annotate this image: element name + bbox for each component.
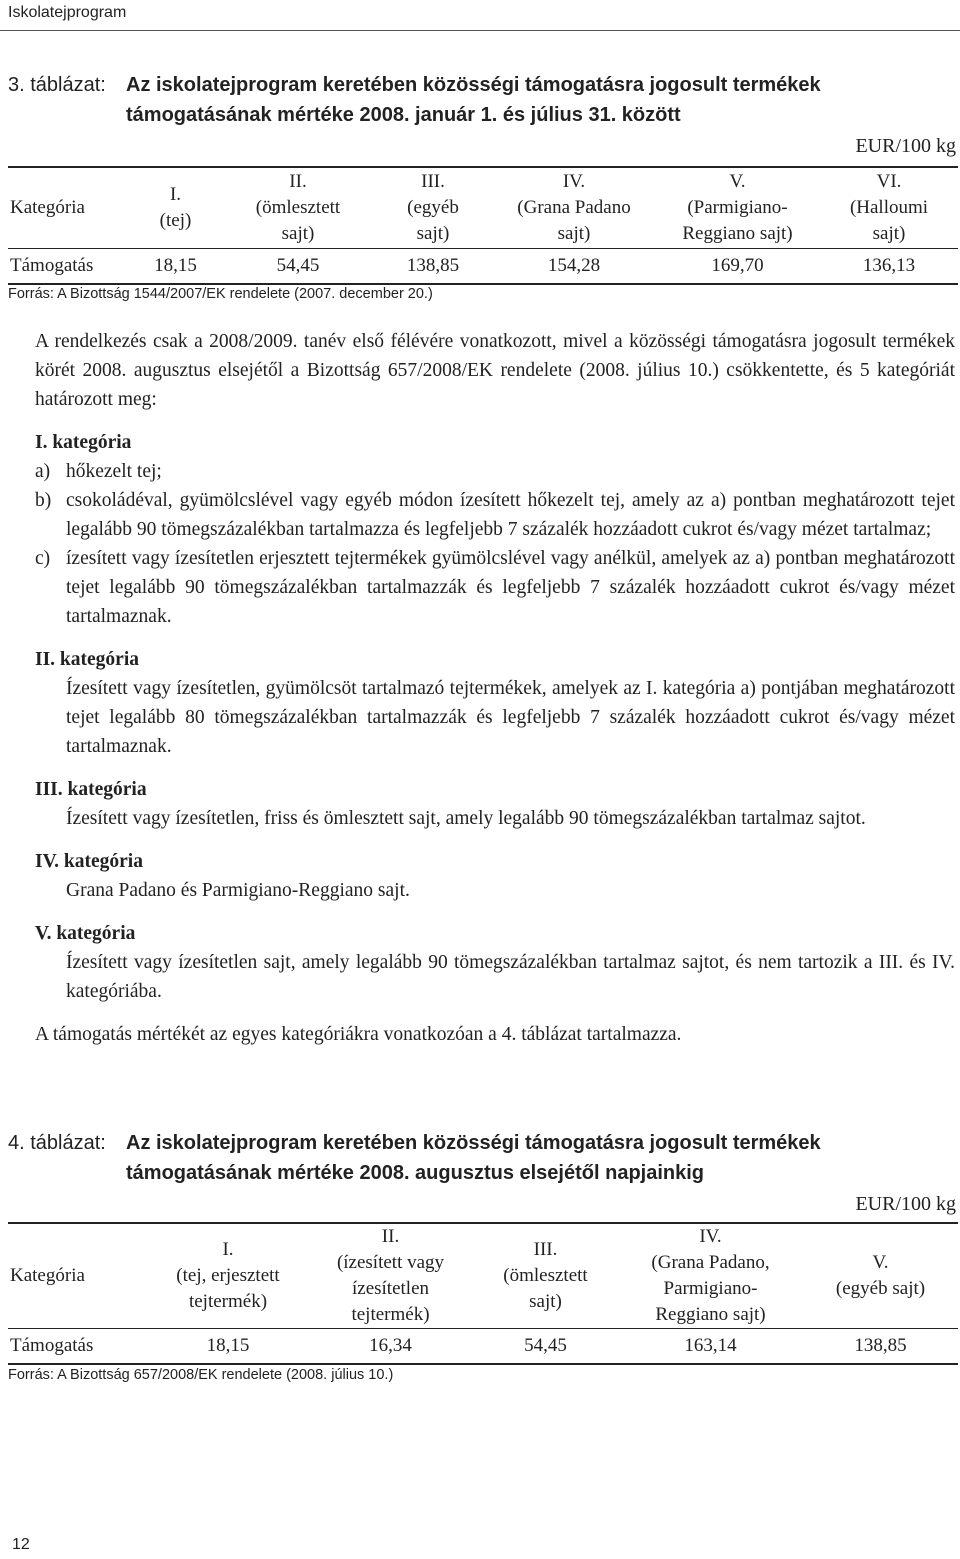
cat5-text: Ízesített vagy ízesítetlen sajt, amely legalább 90 tömegszázalékban tartalmaz sajtot, és nem tartozik a III. és IV. kategóriába. — [66, 952, 955, 1002]
table4-row — [8, 1329, 958, 1365]
table4-unit: EUR/100 kg — [855, 1193, 956, 1215]
table4-header-cell: V. (egyéb sajt) — [803, 1223, 958, 1329]
cat3-text: Ízesített vagy ízesítetlen, friss és ömlesztett sajt, amely legalább 90 tömegszázalékban tartalmaz sajtot. — [66, 808, 866, 829]
cat1-title: I. kategória — [35, 432, 132, 453]
cat3-title: III. kategória — [35, 779, 147, 800]
table4-cell: 138,85 — [803, 1329, 958, 1365]
table3 — [8, 166, 958, 285]
table3-header-cell: I. (tej) — [128, 167, 223, 249]
body-text — [35, 327, 955, 1049]
cat5-title: V. kategória — [35, 923, 136, 944]
table3-cell: 169,70 — [655, 249, 820, 285]
table4 — [8, 1222, 958, 1365]
table3-cell: 136,13 — [820, 249, 958, 285]
table3-row — [8, 249, 958, 285]
table3-cell: 154,28 — [493, 249, 655, 285]
item-text: hőkezelt tej; — [66, 461, 162, 482]
intro-paragraph: A rendelkezés csak a 2008/2009. tanév első félévére vonatkozott, mivel a közösségi támogatásra jogosult termékek körét 2008. augusztus elsejétől a Bizottság 657/2008/EK rendelete (2008. július 10.) csökkentette, és 5 kategóriát határozott meg: — [35, 331, 955, 410]
table4-title: Az iskolatejprogram keretében közösségi támogatásra jogosult termékek támogatásának mértéke 2008. augusztus elsejétől napjainkig — [126, 1132, 821, 1184]
table3-header-cell: Kategória — [8, 167, 128, 249]
table3-caption — [8, 70, 953, 130]
table3-cell: 138,85 — [373, 249, 493, 285]
outro-paragraph: A támogatás mértékét az egyes kategóriákra vonatkozóan a 4. táblázat tartalmazza. — [35, 1024, 682, 1045]
table3-header-cell: II. (ömlesztett sajt) — [223, 167, 373, 249]
table3-label: 3. táblázat: — [8, 74, 106, 96]
table4-header-cell: I. (tej, erjesztett tejtermék) — [148, 1223, 308, 1329]
table4-header-cell: III. (ömlesztett sajt) — [473, 1223, 618, 1329]
item-letter: c) — [35, 548, 51, 569]
table4-caption — [8, 1128, 953, 1188]
item-letter: b) — [35, 490, 52, 511]
cat2-text: Ízesített vagy ízesítetlen, gyümölcsöt tartalmazó tejtermékek, amelyek az I. kategória a) pontjában meghatározott tejet legalább 80 tömegszázalékban tartalmazzák és legfeljebb 7 százalék hozzáadott cukrot és/vagy mézet tartalmaznak. — [66, 678, 955, 757]
table4-row-label: Támogatás — [8, 1329, 148, 1365]
table4-header-cell: Kategória — [8, 1223, 148, 1329]
table3-header-cell: V. (Parmigiano- Reggiano sajt) — [655, 167, 820, 249]
table3-header-cell: VI. (Halloumi sajt) — [820, 167, 958, 249]
table3-header-cell: III. (egyéb sajt) — [373, 167, 493, 249]
table4-cell: 16,34 — [308, 1329, 473, 1365]
table3-title: Az iskolatejprogram keretében közösségi támogatásra jogosult termékek támogatásának mértéke 2008. január 1. és július 31. között — [126, 74, 821, 126]
table3-cell: 54,45 — [223, 249, 373, 285]
cat1-item-b — [35, 486, 955, 544]
item-text: csokoládéval, gyümölcslével vagy egyéb módon ízesített hőkezelt tej, amely az a) pontban meghatározott tejet legalább 90 tömegszázalékban tartalmazza és legfeljebb 7 százalék hozzáadott cukrot és/vagy mézet tartalmaz; — [66, 490, 955, 540]
table4-source: Forrás: A Bizottság 657/2008/EK rendelete (2008. július 10.) — [8, 1367, 394, 1383]
table3-unit: EUR/100 kg — [855, 135, 956, 157]
cat4-title: IV. kategória — [35, 851, 143, 872]
table4-header-row — [8, 1223, 958, 1329]
table3-header-row — [8, 167, 958, 249]
table4-cell: 54,45 — [473, 1329, 618, 1365]
running-head: Iskolatejprogram — [8, 4, 127, 21]
table4-header-cell: IV. (Grana Padano, Parmigiano- Reggiano sajt) — [618, 1223, 803, 1329]
cat1-item-c — [35, 544, 955, 631]
header-rule — [0, 30, 960, 31]
item-letter: a) — [35, 461, 51, 482]
cat4-text: Grana Padano és Parmigiano-Reggiano sajt. — [66, 880, 410, 901]
table4-cell: 18,15 — [148, 1329, 308, 1365]
table3-header-cell: IV. (Grana Padano sajt) — [493, 167, 655, 249]
table4-header-cell: II. (ízesített vagy ízesítetlen tejtermék) — [308, 1223, 473, 1329]
table3-row-label: Támogatás — [8, 249, 128, 285]
cat2-title: II. kategória — [35, 649, 139, 670]
table4-cell: 163,14 — [618, 1329, 803, 1365]
table4-label: 4. táblázat: — [8, 1132, 106, 1154]
table3-cell: 18,15 — [128, 249, 223, 285]
page-number: 12 — [12, 1536, 30, 1553]
cat1-item-a — [35, 457, 955, 486]
item-text: ízesített vagy ízesítetlen erjesztett tejtermékek gyümölcslével vagy anélkül, amelyek az a) pontban meghatározott tejet legalább 90 tömegszázalékban tartalmazzák és legfeljebb 7 százalék hozzáadott cukrot és/vagy mézet tartalmaznak. — [66, 548, 955, 627]
table3-source: Forrás: A Bizottság 1544/2007/EK rendelete (2007. december 20.) — [8, 286, 433, 302]
